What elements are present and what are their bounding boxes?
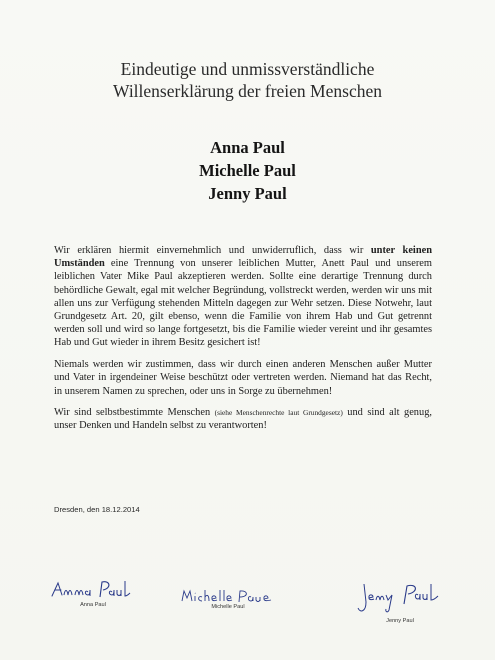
paragraph-1 [54, 244, 432, 350]
paragraph-1-emphasis: unter keinen Umständen [54, 245, 432, 270]
name-jenny: Jenny Paul [208, 184, 287, 203]
paragraph-3-footnote: (siehe Menschenrechte laut Grundgesetz) [214, 408, 343, 418]
signature-jenny [352, 580, 448, 624]
signature-michelle-printed-name: Michelle Paul [211, 604, 245, 610]
document-title [0, 58, 495, 102]
signature-anna-handwriting [48, 578, 138, 602]
declaration-body [54, 244, 432, 441]
signature-michelle [178, 588, 278, 610]
paragraph-1-text-b: eine Trennung von unserer leiblichen Mutter, Anett Paul und unserem leiblichen Vater Mike Paul akzeptieren werden. Sollte eine derartige Trennung durch behördliche Gewalt, egal mit welcher Begründung, vollstreckt werden, werden wir uns mit allen uns zur Verfügung stehenden Mitteln dagegen zur Wehr setzen. Diese Notwehr, laut Grundgesetz Art. 20, gilt ebenso, wenn die Familie von ihrem Hab und Gut getrennt werden soll und wird so lange fortgesetzt, bis die Familie wieder vereint und ihr gesamtes Hab und Gut wieder in ihrem Besitz gesichert ist! [54, 258, 432, 349]
signature-anna [48, 578, 138, 608]
signature-michelle-handwriting [178, 588, 278, 604]
date-line: Dresden, den 18.12.2014 [54, 505, 140, 514]
signature-jenny-handwriting [352, 580, 448, 618]
paragraph-2: Niemals werden wir zustimmen, dass wir durch einen anderen Menschen außer Mutter und Vater in irgendeiner Weise beschützt oder vertreten werden. Niemand hat das Recht, in unserem Namen zu sprechen, oder uns in Sorge zu übernehmen! [54, 359, 432, 397]
signature-anna-printed-name: Anna Paul [80, 602, 106, 608]
paragraph-3-text-a: Wir sind selbstbestimmte Menschen [54, 407, 215, 419]
paragraph-3 [54, 406, 432, 432]
paragraph-3-text-b: und sind alt genug, unser Denken und Handeln selbst zu verantworten! [54, 407, 432, 432]
names-block [0, 136, 495, 205]
paragraph-1-text-a: Wir erklären hiermit einvernehmlich und unwiderruflich, dass wir [54, 245, 371, 256]
title-line-2: Willenserklärung der freien Menschen [113, 81, 382, 101]
title-line-1: Eindeutige und unmissverständliche [120, 59, 375, 79]
name-michelle: Michelle Paul [199, 161, 296, 180]
name-anna: Anna Paul [210, 138, 285, 157]
signature-jenny-printed-name: Jenny Paul [386, 618, 414, 624]
